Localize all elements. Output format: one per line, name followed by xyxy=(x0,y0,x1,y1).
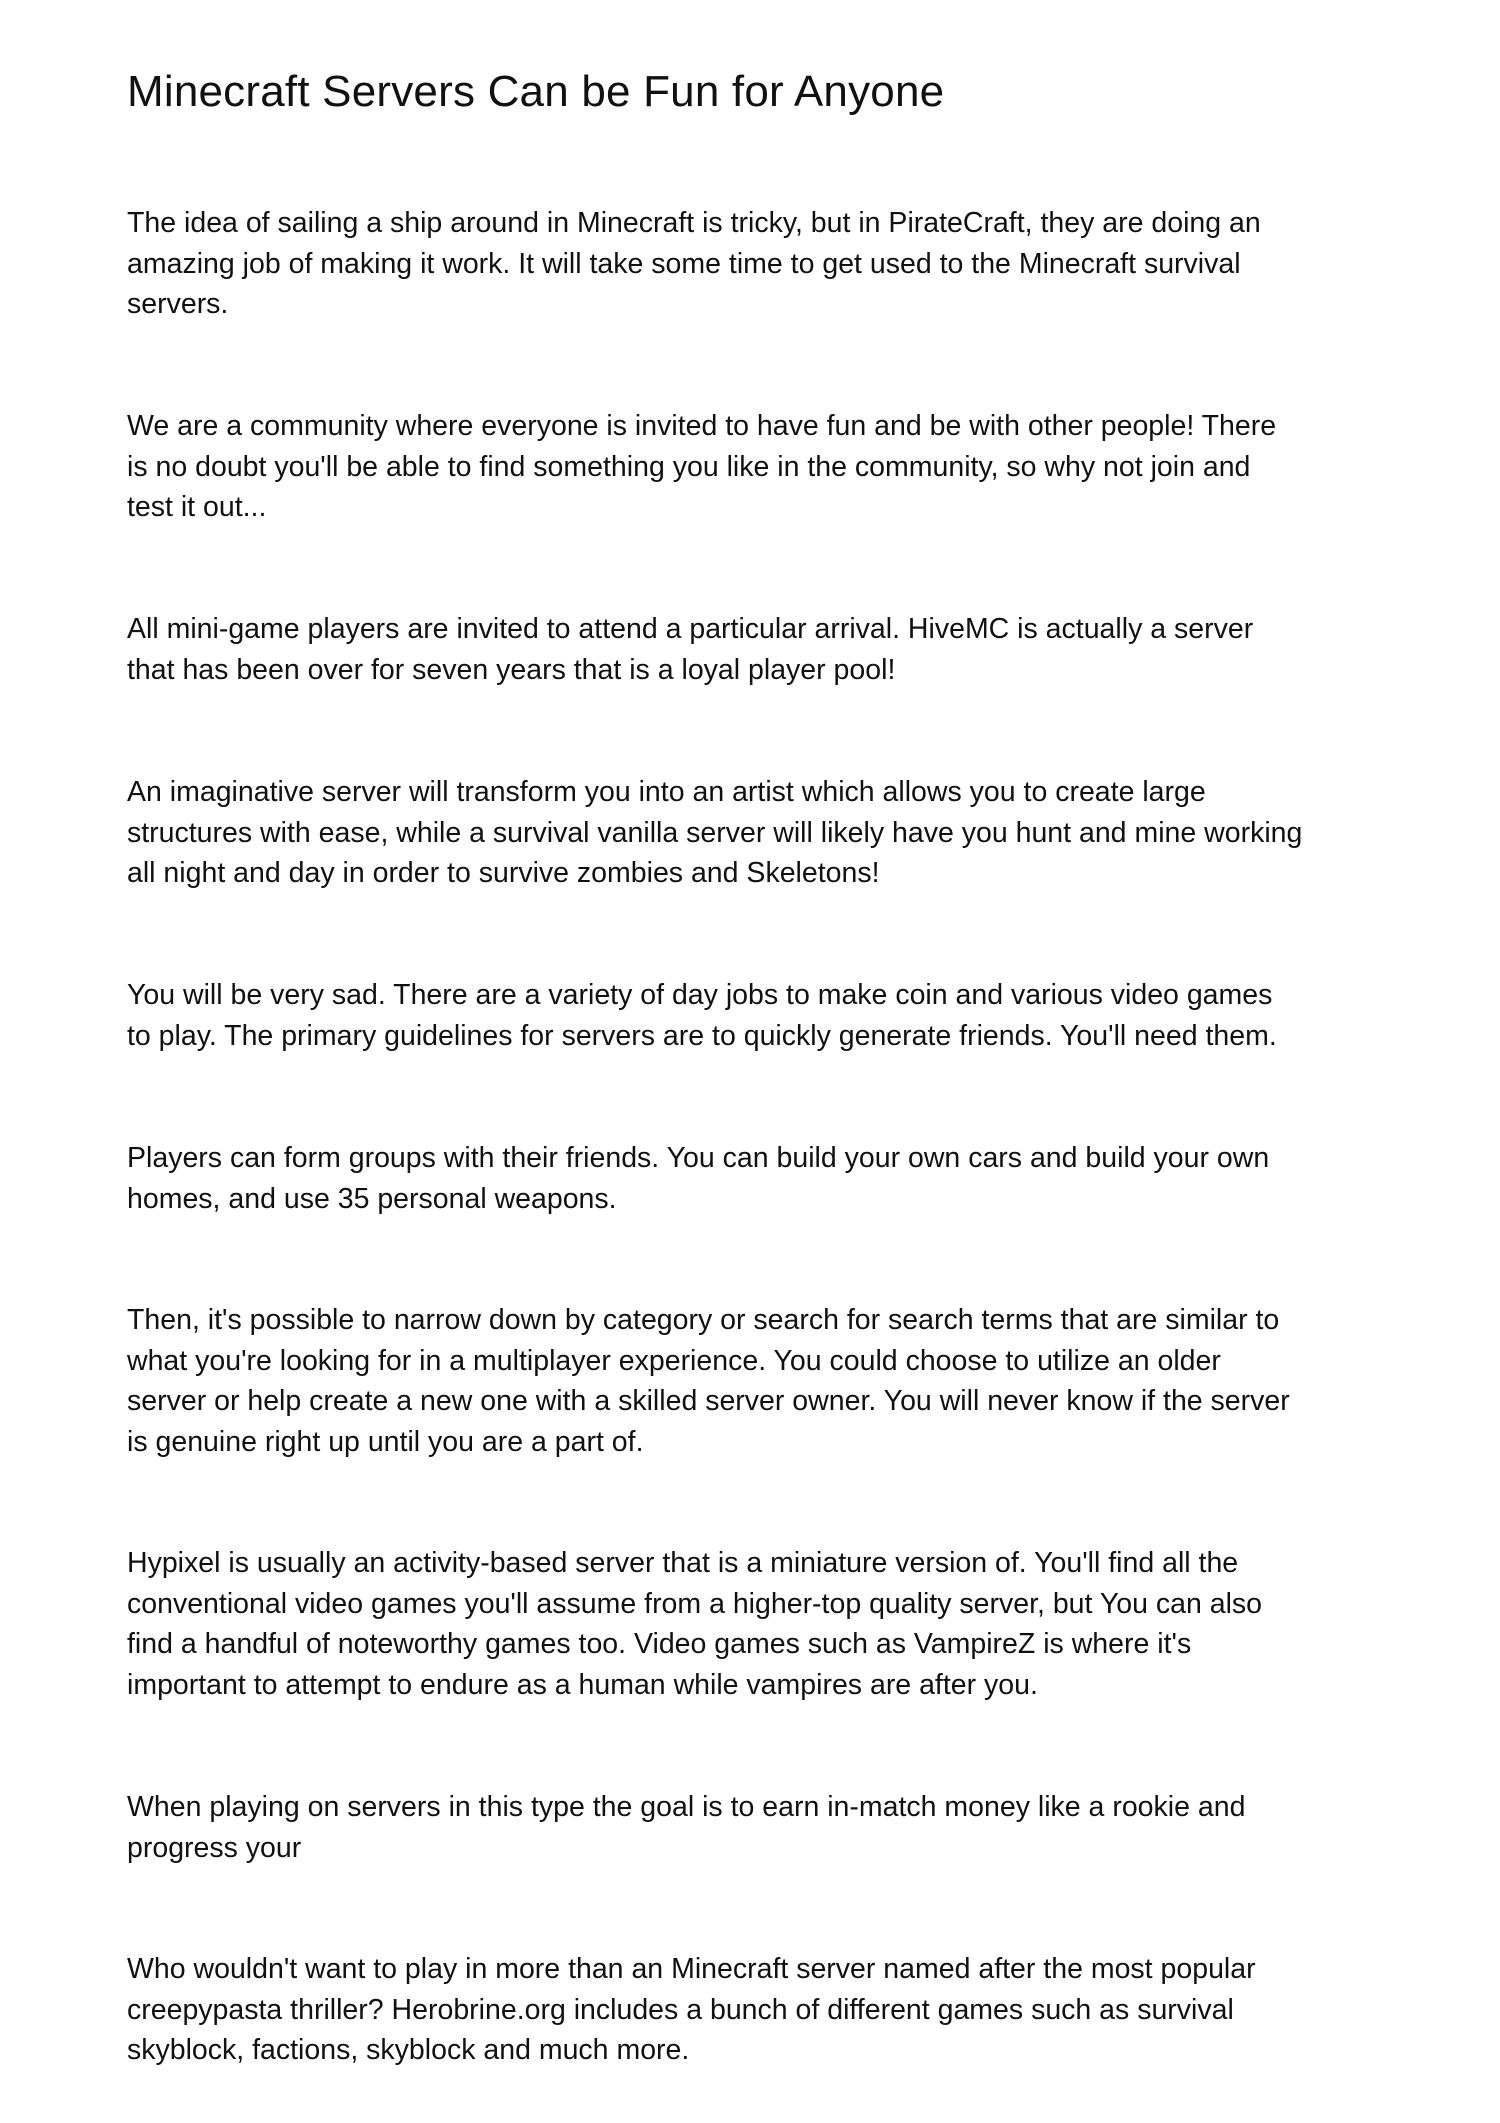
paragraph-community xyxy=(127,406,1392,528)
text-line: All mini-game players are invited to attend a particular arrival. HiveMC is actually a server xyxy=(127,613,1254,645)
text-line: what you're looking for in a multiplayer experience. You could choose to utilize an older xyxy=(127,1344,1221,1377)
text-line: that has been over for seven years that is a loyal player pool! xyxy=(127,653,896,686)
paragraph-herobrine xyxy=(127,1949,1392,2071)
text-line: An imaginative server will transform you into an artist which allows you to create large xyxy=(127,776,1206,808)
text-line: to play. The primary guidelines for servers are to quickly generate friends. You'll need them. xyxy=(127,1019,1277,1052)
paragraph-narrow-down xyxy=(127,1300,1392,1462)
text-line: conventional video games you'll assume from a higher-top quality server, but You can also xyxy=(127,1587,1263,1620)
text-line: Then, it's possible to narrow down by category or search for search terms that are similar to xyxy=(127,1304,1280,1336)
text-line: is no doubt you'll be able to find something you like in the community, so why not join and xyxy=(127,450,1251,483)
paragraph-groups xyxy=(127,1138,1392,1219)
text-line: test it out... xyxy=(127,491,267,523)
text-line: server or help create a new one with a skilled server owner. You will never know if the server xyxy=(127,1385,1290,1417)
paragraph-imaginative-server xyxy=(127,772,1392,894)
text-line: When playing on servers in this type the goal is to earn in-match money like a rookie and xyxy=(127,1791,1246,1823)
text-line: creepypasta thriller? Herobrine.org includes a bunch of different games such as survival xyxy=(127,1993,1234,2026)
paragraph-in-match-money xyxy=(127,1787,1392,1868)
text-line: all night and day in order to survive zombies and Skeletons! xyxy=(127,857,880,889)
text-line: structures with ease, while a survival vanilla server will likely have you hunt and mine working xyxy=(127,816,1303,849)
text-line: progress your xyxy=(127,1831,302,1864)
text-line: homes, and use 35 personal weapons. xyxy=(127,1182,617,1215)
text-line: important to attempt to endure as a human while vampires are after you. xyxy=(127,1668,1038,1701)
paragraph-hivemc xyxy=(127,609,1392,690)
text-line: Hypixel is usually an activity-based server that is a miniature version of. You'll find all the xyxy=(127,1547,1239,1579)
text-line: skyblock, factions, skyblock and much more. xyxy=(127,2034,690,2066)
text-line: You will be very sad. There are a variety of day jobs to make coin and various video games xyxy=(127,979,1273,1011)
document-title: Minecraft Servers Can be Fun for Anyone xyxy=(127,67,945,116)
text-line: We are a community where everyone is invited to have fun and be with other people! There xyxy=(127,410,1277,442)
text-line: is genuine right up until you are a part of. xyxy=(127,1425,644,1458)
text-line: Players can form groups with their friends. You can build your own cars and build your own xyxy=(127,1142,1270,1174)
text-line: amazing job of making it work. It will take some time to get used to the Minecraft survival xyxy=(127,247,1241,280)
text-line: The idea of sailing a ship around in Minecraft is tricky, but in PirateCraft, they are doing an xyxy=(127,207,1261,239)
paragraph-day-jobs xyxy=(127,975,1392,1056)
paragraph-piratecraft xyxy=(127,203,1392,325)
text-line: Who wouldn't want to play in more than an Minecraft server named after the most popular xyxy=(127,1953,1256,1985)
text-line: find a handful of noteworthy games too. Video games such as VampireZ is where it's xyxy=(127,1628,1192,1660)
text-line: servers. xyxy=(127,288,229,320)
paragraph-hypixel xyxy=(127,1543,1392,1705)
